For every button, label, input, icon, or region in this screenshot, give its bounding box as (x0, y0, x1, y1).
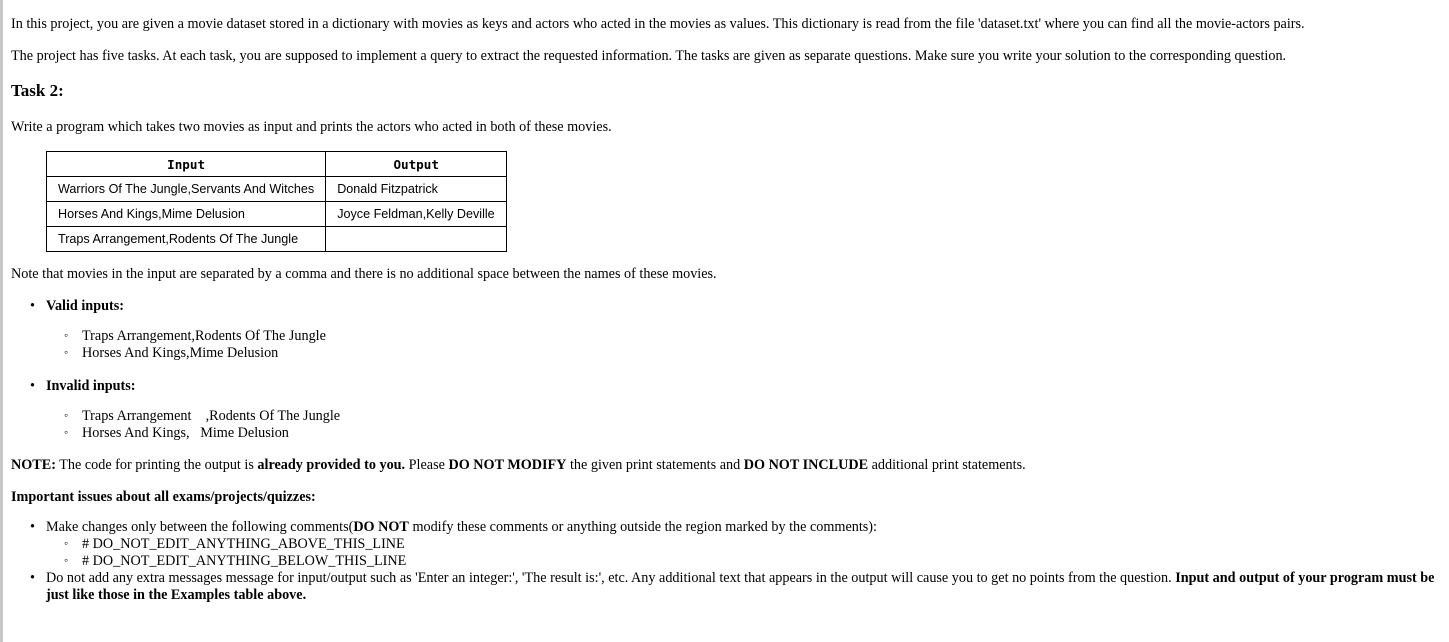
intro-paragraph-2: The project has five tasks. At each task, you are supposed to implement a query to extract the requested information. The tasks are given as separate questions. Make sure you write your solution to the corresponding question. (11, 48, 1287, 64)
note-label: NOTE: (11, 457, 56, 473)
valid-input-text: Traps Arrangement,Rodents Of The Jungle (82, 328, 326, 344)
important-text: Make changes only between the following comments( (46, 519, 354, 535)
table-cell-output: Donald Fitzpatrick (326, 177, 507, 202)
note-text: the given print statements and (566, 457, 744, 473)
important-bold: Input and output of your program must be just like those in the Examples table above. (46, 570, 1435, 603)
table-cell-input: Warriors Of The Jungle,Servants And Witches (47, 177, 326, 202)
important-text: Do not add any extra messages message for input/output such as 'Enter an integer:', 'The result is:', etc. Any additional text that appears in the output will cause you to get no points from the question. (46, 570, 1176, 586)
comment-marker-text: # DO_NOT_EDIT_ANYTHING_ABOVE_THIS_LINE (82, 536, 405, 552)
task-title: Task 2: (11, 81, 64, 100)
note-bold: already provided to you. (257, 457, 406, 473)
table-row (47, 177, 507, 202)
task-description: Write a program which takes two movies as input and prints the actors who acted in both of these movies. (11, 119, 612, 135)
examples-table (46, 151, 507, 252)
important-item-text (46, 570, 1440, 604)
table-header-input: Input (47, 152, 326, 177)
invalid-input-text: Traps Arrangement ,Rodents Of The Jungle (82, 408, 341, 424)
note-text: The code for printing the output is (55, 457, 258, 473)
valid-input-text: Horses And Kings,Mime Delusion (82, 345, 279, 361)
table-cell-output: Joyce Feldman,Kelly Deville (326, 202, 507, 227)
table-row (47, 227, 507, 252)
left-border (0, 0, 3, 642)
important-text: modify these comments or anything outside the region marked by the comments): (408, 519, 877, 535)
invalid-input-text: Horses And Kings, Mime Delusion (82, 425, 289, 441)
print-note (11, 456, 1026, 474)
note-text: additional print statements. (868, 457, 1026, 473)
table-cell-output (326, 227, 507, 252)
table-header-output: Output (326, 152, 507, 177)
table-row (47, 202, 507, 227)
important-bold: DO NOT (353, 519, 409, 535)
important-issues-title: Important issues about all exams/projects/quizzes: (11, 489, 316, 505)
note-bold: DO NOT INCLUDE (743, 457, 869, 473)
valid-inputs-label: Valid inputs: (46, 298, 124, 314)
comment-marker-text: # DO_NOT_EDIT_ANYTHING_BELOW_THIS_LINE (82, 553, 407, 569)
intro-paragraph-1: In this project, you are given a movie dataset stored in a dictionary with movies as keys and actors who acted in the movies as values. This dictionary is read from the file 'dataset.txt' where you can find all the movie-actors pairs. (11, 16, 1305, 32)
important-item-text (46, 519, 1440, 536)
input-format-note: Note that movies in the input are separated by a comma and there is no additional space between the names of these movies. (11, 266, 717, 282)
note-bold: DO NOT MODIFY (448, 457, 567, 473)
invalid-inputs-label: Invalid inputs: (46, 378, 136, 394)
table-header-row (47, 152, 507, 177)
table-cell-input: Horses And Kings,Mime Delusion (47, 202, 326, 227)
table-cell-input: Traps Arrangement,Rodents Of The Jungle (47, 227, 326, 252)
note-text: Please (405, 457, 449, 473)
